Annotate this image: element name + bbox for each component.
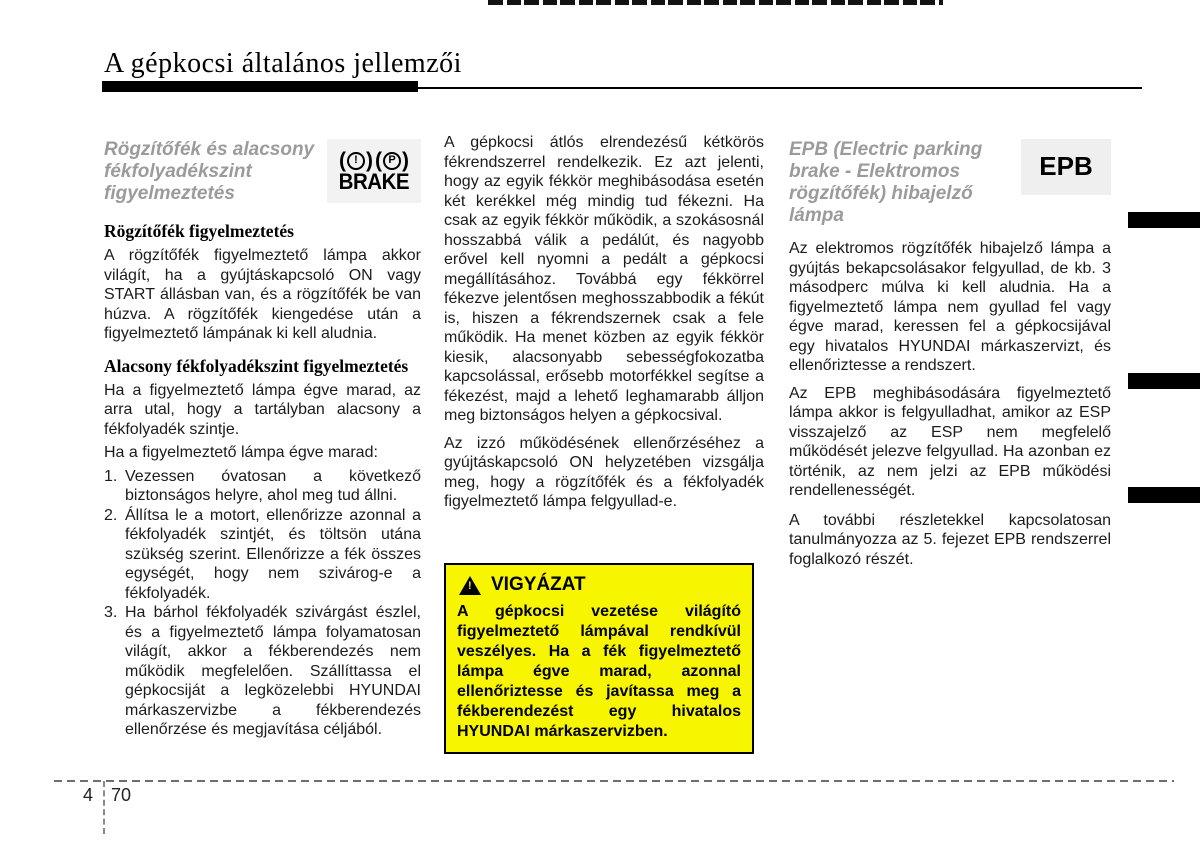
right-heading-row [789, 139, 1111, 227]
footer-divider [54, 780, 1174, 782]
parking-brake-glyph: ( P [383, 152, 401, 170]
list-item [104, 467, 421, 506]
warning-triangle-icon: ! [459, 576, 481, 595]
list-item-number: 2. [104, 506, 118, 524]
paragraph: A rögzítőfék figyelmeztető lámpa akkor világít, ha a gyújtáskapcsoló ON vagy START állásban van, és a rögzítőfék be van húzva. A rögzítőfék kiengedése után a figyelmeztető lámpának ki kell aludnia. [104, 247, 421, 342]
list-item-text: Ha bárhol fékfolyadék szivárgást észlel, és a figyelmeztető lámpa folyamatosan világít, akkor a fékberendezés nem működik megfelelően. Szállíttassa el gépkocsiját a legközelebbi HYUNDAI márkaszervizbe a fékberendezés ellenőrzése és megjavítása céljából. [125, 604, 421, 738]
section-parking-brake [104, 221, 421, 344]
brake-icon-symbols [338, 150, 410, 171]
page-edge-tab [1128, 487, 1200, 503]
paragraph: Ha a figyelmeztető lámpa égve marad, az arra utal, hogy a tartályban alacsony a fékfolyadék szintje. [104, 381, 421, 438]
page-edge-tab [1128, 373, 1200, 389]
parking-brake-icon [375, 150, 409, 171]
numbered-list [104, 467, 421, 740]
footer-divider-vertical [103, 781, 105, 834]
warning-title: VIGYÁZAT [491, 574, 586, 595]
brake-exclamation-glyph: ( ! [347, 152, 365, 170]
page-edge-tab [1128, 212, 1200, 228]
paragraph: A további részletekkel kapcsolatosan tanulmányozza az 5. fejezet EPB rendszerrel foglalkozó részét. [789, 511, 1111, 568]
list-item [104, 603, 421, 740]
section-heading-gray: EPB (Electric parking brake - Elektromos rögzítőfék) hibajelző lámpa [789, 139, 983, 226]
paragraph: A gépkocsi átlós elrendezésű kétkörös fékrendszerrel rendelkezik. Ez azt jelenti, hogy az egyik fékkör meghibásodása esetén két kerékkel még mindig tud fékezni. Ha csak az egyik fékkör működik, a szokásosnál hosszabbá válik a pedálút, és nagyobb erővel kell nyomni a pedált a gépkocsi megállításához. Továbbá egy fékkörrel fékezve jelentősen meghosszabbodik a fékút is, hiszen a fékrendszernek csak a fele működik. Ha menet közben az egyik fékkör kiesik, alacsonyabb sebességfokozatba kapcsolással, erősebb motorfékkel segítse a fékezést, majd a lehető leghamarabb álljon meg biztonságos helyen a gépkocsival. [444, 134, 764, 424]
warning-box [444, 563, 754, 754]
column-middle [444, 133, 764, 520]
paragraph: Az izzó működésének ellenőrzéséhez a gyújtáskapcsoló ON helyzetében vizsgálja meg, hogy a rögzítőfék és a fékfolyadék figyelmeztető lámpa felgyullad-e. [444, 434, 764, 510]
list-item [104, 506, 421, 604]
section-low-brake-fluid [104, 356, 421, 740]
column-right [789, 139, 1111, 577]
brake-exclamation-icon [339, 150, 373, 171]
brake-icon-label: BRAKE [338, 169, 410, 194]
section-heading-gray: Rögzítőfék és alacsony fékfolyadékszint figyelmeztetés [104, 139, 315, 204]
section-title: Rögzítőfék figyelmeztetés [104, 221, 294, 241]
footer-page-number: 70 [111, 785, 132, 805]
list-lead-text: Ha a figyelmeztető lámpa égve marad: [104, 444, 378, 461]
epb-indicator-icon: EPB [1021, 139, 1111, 195]
list-item-text: Állítsa le a motort, ellenőrizze azonnal a fékfolyadék szintjét, és töltsön utána szükség szerint. Ellenőrizze a fék összes egységét, hogy nem szivárog-e a fékfolyadék. [125, 506, 421, 602]
warning-body: A gépkocsi vezetése világító figyelmeztető lámpával rendkívül veszélyes. Ha a fék figyelmeztető lámpa égve marad, azonnal ellenőriztesse és javítassa meg a fékberendezést egy hivatalos HYUNDAI márkaszervizben. [457, 603, 741, 740]
list-item-number: 1. [104, 467, 118, 485]
list-item-text: Vezessen óvatosan a következő biztonságos helyre, ahol meg tud állni. [125, 467, 421, 504]
title-rule-thin [418, 87, 1142, 89]
column-left [104, 139, 421, 740]
page-title: A gépkocsi általános jellemzői [104, 48, 462, 79]
warning-title-row [459, 574, 741, 596]
paragraph: Az EPB meghibásodására figyelmeztető lámpa akkor is felgyulladhat, amikor az ESP visszajelző az ESP nem megfelelő működését jelezve felgyullad. Ha azonban ez történik, az nem jelzi az EPB működési rendellenességét. [789, 384, 1111, 499]
title-rule-thick [102, 81, 418, 92]
list-item-number: 3. [104, 604, 118, 621]
footer-chapter-number: 4 [83, 785, 94, 805]
paragraph: Az elektromos rögzítőfék hibajelző lámpa a gyújtás bekapcsolásakor felgyullad, de kb. 3 másodperc múlva ki kell aludnia. Ha a figyelmeztető lámpa nem gyullad fel vagy égve marad, keressen fel a gépkocsijával egy hivatalos HYUNDAI márkaszervizt, és ellenőriztesse a rendszert. [789, 240, 1111, 374]
left-heading-row [104, 139, 421, 205]
brake-warning-indicator-icon [327, 139, 421, 203]
section-title: Alacsony fékfolyadékszint figyelmeztetés [104, 355, 409, 376]
top-print-artifact [488, 0, 943, 5]
